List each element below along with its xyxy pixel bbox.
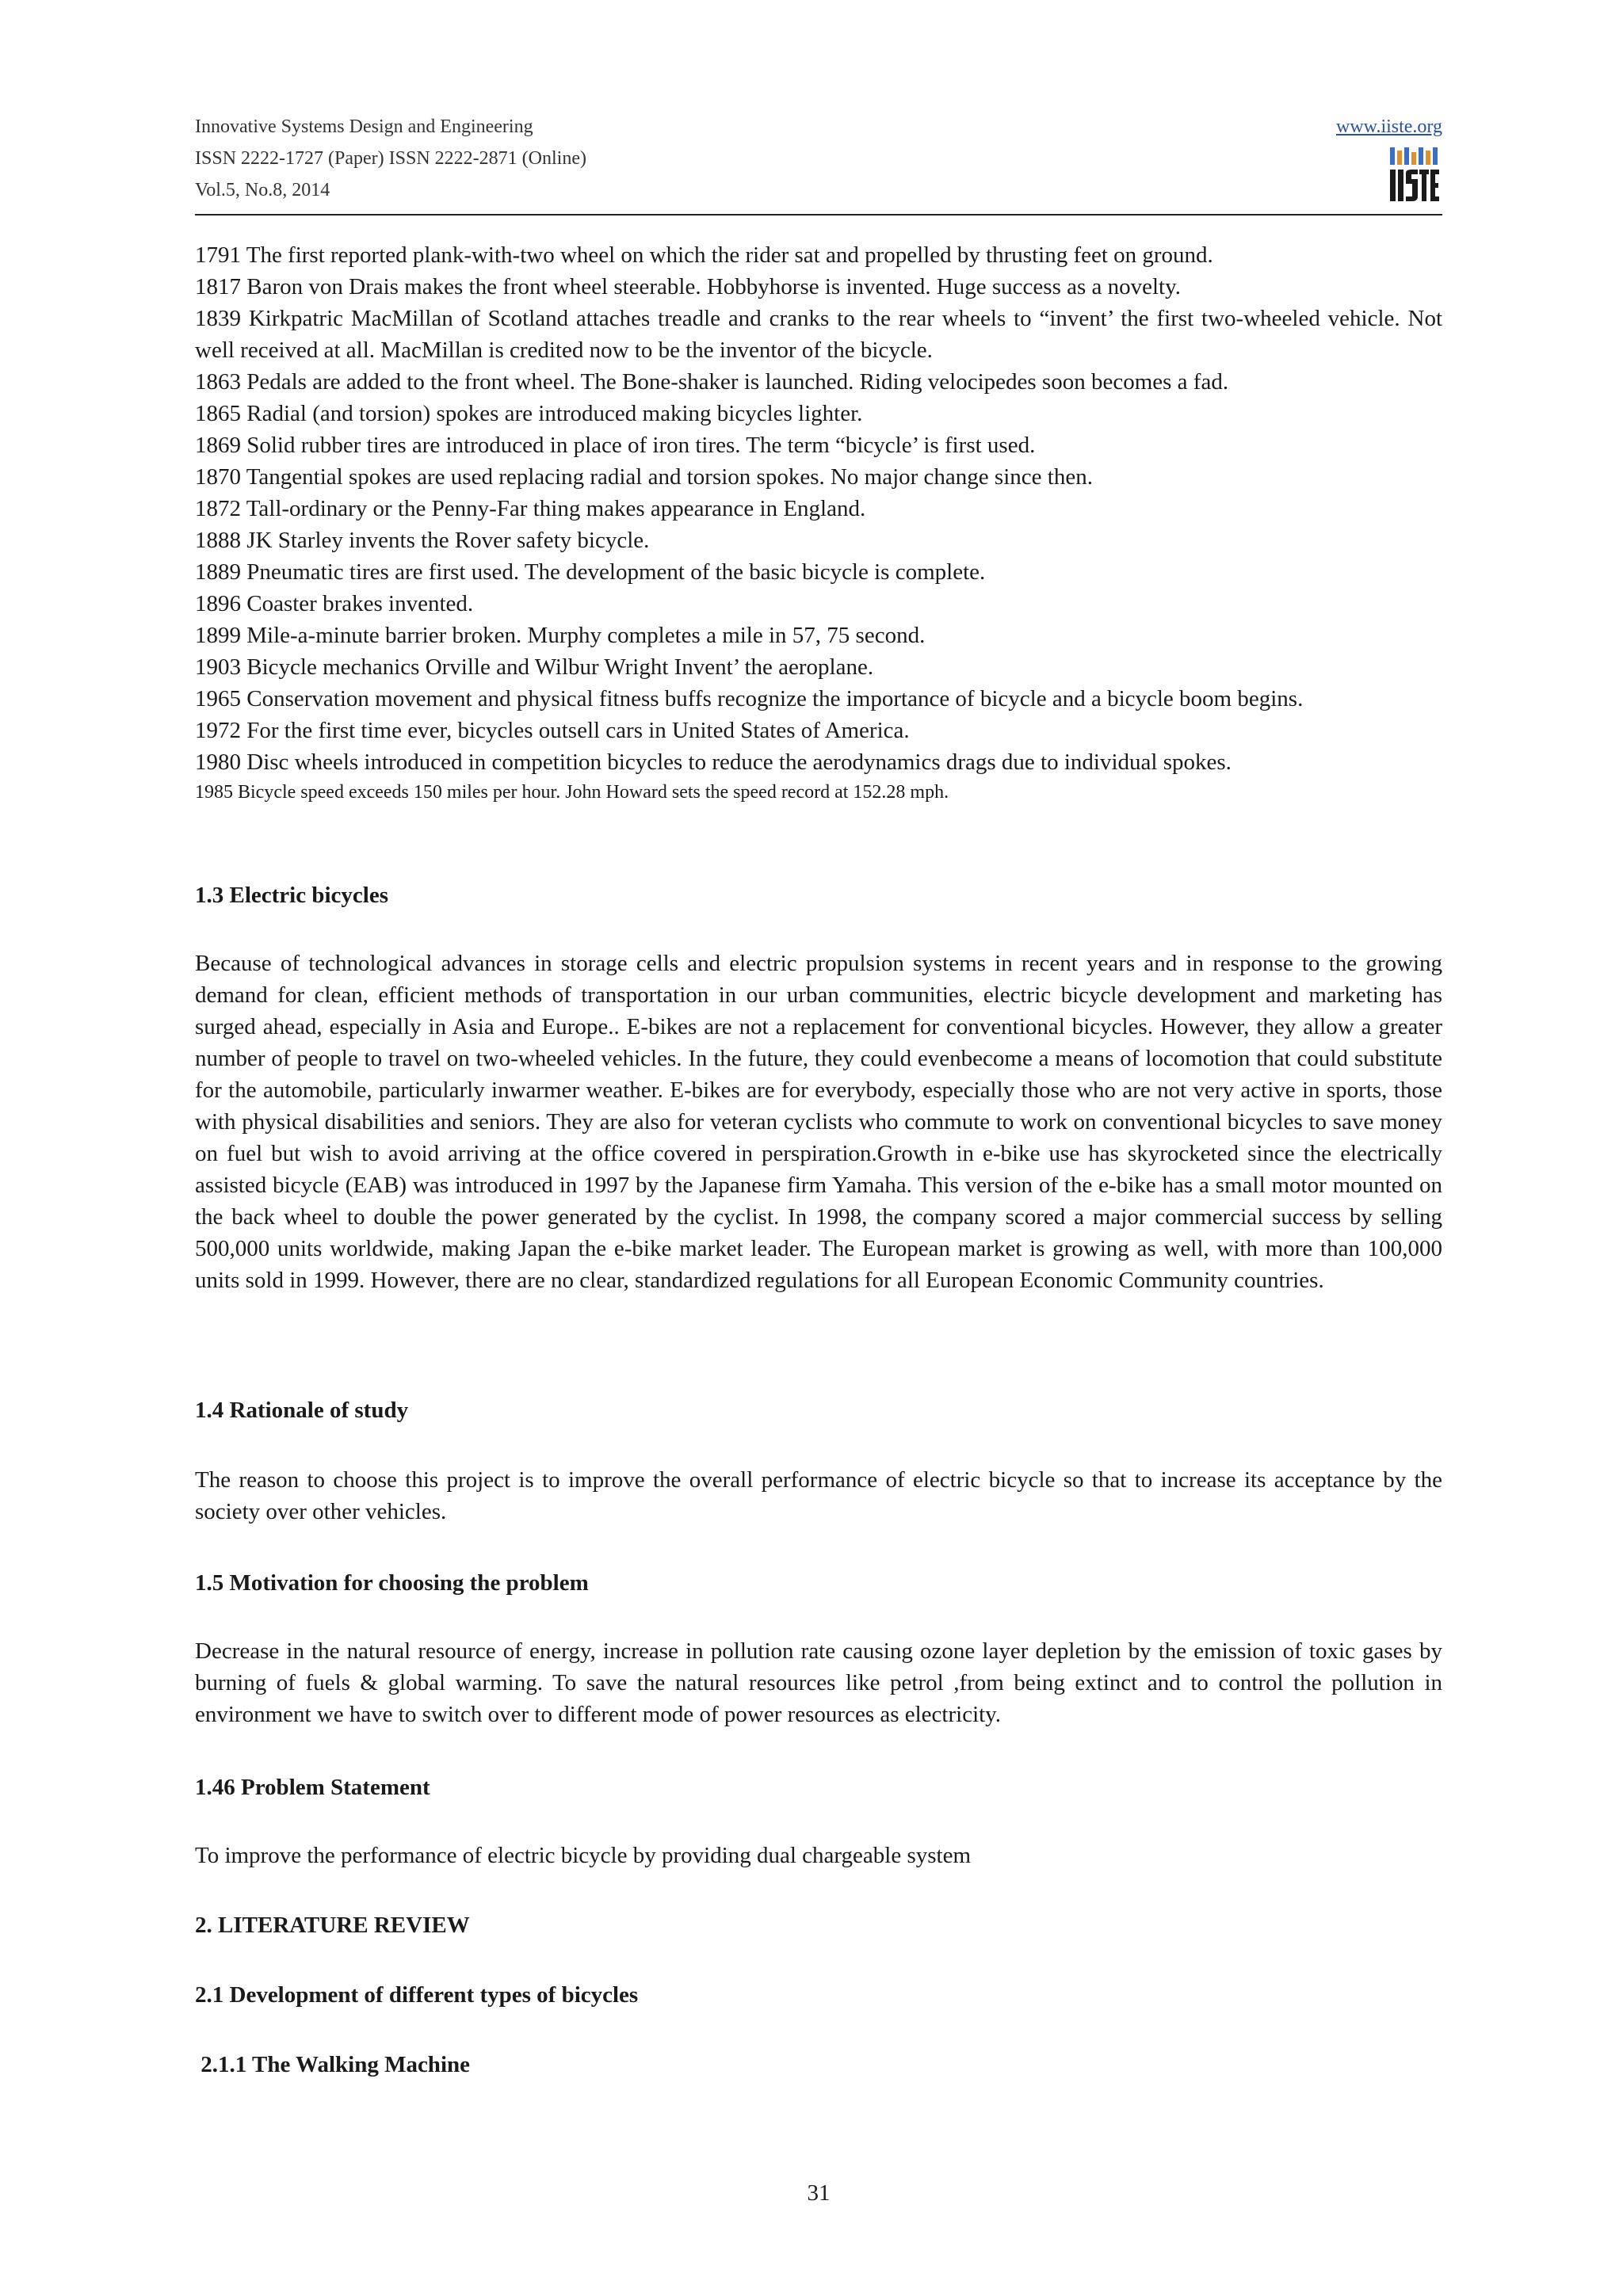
journal-volume: Vol.5, No.8, 2014 [195,180,330,200]
section-body-1-3: Because of technological advances in storage cells and electric propulsion systems in recent years and in response to the growing demand for clean, efficient methods of transportation in our urban communities, electric bicycle development and marketing has surged ahead, especially in Asia and Europe.. E-bikes are not a replacement for conventional bicycles. However, they allow a greater number of people to travel on two-wheeled vehicles. In the future, they could evenbecome a means of locomotion that could substitute for the automobile, particularly inwarmer weather. E-bikes are for everybody, especially those who are not very active in sports, those with physical disabilities and seniors. They are also for veteran cyclists who commute to work on conventional bicycles to save money on fuel but wish to avoid arriving at the office covered in perspiration.Growth in e-bike use has skyrocketed since the electrically assisted bicycle (EAB) was introduced in 1997 by the Japanese firm Yamaha. This version of the e-bike has a small motor mounted on the back wheel to double the power generated by the cyclist. In 1998, the company scored a major commercial success by selling 500,000 units worldwide, making Japan the e-bike market leader. The European market is growing as well, with more than 100,000 units sold in 1999. However, there are no clear, standardized regulations for all European Economic Community countries. [195,951,1442,1293]
section-heading-2-1: 2.1 Development of different types of bicycles [195,1982,639,2008]
section-heading-1-46: 1.46 Problem Statement [195,1775,430,1800]
timeline-entry: 1903 Bicycle mechanics Orville and Wilbur Wright Invent’ the aeroplane. [195,654,874,680]
section-heading-1-3: 1.3 Electric bicycles [195,883,388,908]
timeline-entry: 1888 JK Starley invents the Rover safety bicycle. [195,528,650,553]
timeline-entry: 1896 Coaster brakes invented. [195,591,474,616]
journal-issn: ISSN 2222-1727 (Paper) ISSN 2222-2871 (Online) [195,148,586,169]
page-number: 31 [807,2180,831,2206]
section-body-1-46: To improve the performance of electric bicycle by providing dual chargeable system [195,1843,972,1868]
timeline-entry: 1865 Radial (and torsion) spokes are introduced making bicycles lighter. [195,401,863,426]
timeline-entry: 1869 Solid rubber tires are introduced in place of iron tires. The term “bicycle’ is first used. [195,433,1036,458]
journal-name: Innovative Systems Design and Engineering [195,116,533,137]
timeline-entry: 1791 The first reported plank-with-two wheel on which the rider sat and propelled by thrusting feet on ground. [195,242,1213,268]
section-heading-1-5: 1.5 Motivation for choosing the problem [195,1570,589,1596]
journal-header [195,111,1442,218]
timeline-entry: 1899 Mile-a-minute barrier broken. Murphy completes a mile in 57, 75 second. [195,623,926,648]
timeline-entry: 1985 Bicycle speed exceeds 150 miles per hour. John Howard sets the speed record at 152.28 mph. [195,782,949,803]
timeline-entry: 1839 Kirkpatric MacMillan of Scotland attaches treadle and cranks to the rear wheels to “invent’ the first two-wheeled vehicle. Not well received at all. MacMillan is credited now to be the inventor of the bicycle. [195,306,1442,363]
timeline-entry: 1872 Tall-ordinary or the Penny-Far thing makes appearance in England. [195,496,866,521]
paper-page [195,0,1442,2296]
timeline-entry: 1972 For the first time ever, bicycles outsell cars in United States of America. [195,718,910,743]
timeline-entry: 1817 Baron von Drais makes the front wheel steerable. Hobbyhorse is invented. Huge success as a novelty. [195,274,1181,299]
timeline-entry: 1889 Pneumatic tires are first used. The development of the basic bicycle is complete. [195,559,986,585]
timeline-entry: 1863 Pedals are added to the front wheel. The Bone-shaker is launched. Riding velocipedes soon becomes a fad. [195,369,1229,395]
timeline-entry: 1980 Disc wheels introduced in competition bicycles to reduce the aerodynamics drags due to individual spokes. [195,749,1232,775]
timeline-entry: 1965 Conservation movement and physical fitness buffs recognize the importance of bicycle and a bicycle boom begins. [195,686,1304,711]
bicycle-history-timeline [195,239,1442,807]
iiste-logo-icon [1388,146,1441,203]
section-heading-1-4: 1.4 Rationale of study [195,1398,409,1423]
section-body-1-5: Decrease in the natural resource of energy, increase in pollution rate causing ozone layer depletion by the emission of toxic gases by burning of fuels & global warming. To save the natural resources like petrol ,from being extinct and to control the pollution in environment we have to switch over to different mode of power resources as electricity. [195,1638,1442,1727]
section-body-1-4: The reason to choose this project is to improve the overall performance of electric bicycle so that to increase its acceptance by the society over other vehicles. [195,1467,1442,1524]
section-heading-2: 2. LITERATURE REVIEW [195,1913,470,1938]
header-divider [195,214,1442,215]
journal-url-link[interactable]: www.iiste.org [1336,116,1442,137]
section-heading-2-1-1: 2.1.1 The Walking Machine [195,2052,470,2077]
timeline-entry: 1870 Tangential spokes are used replacing radial and torsion spokes. No major change since then. [195,464,1093,490]
